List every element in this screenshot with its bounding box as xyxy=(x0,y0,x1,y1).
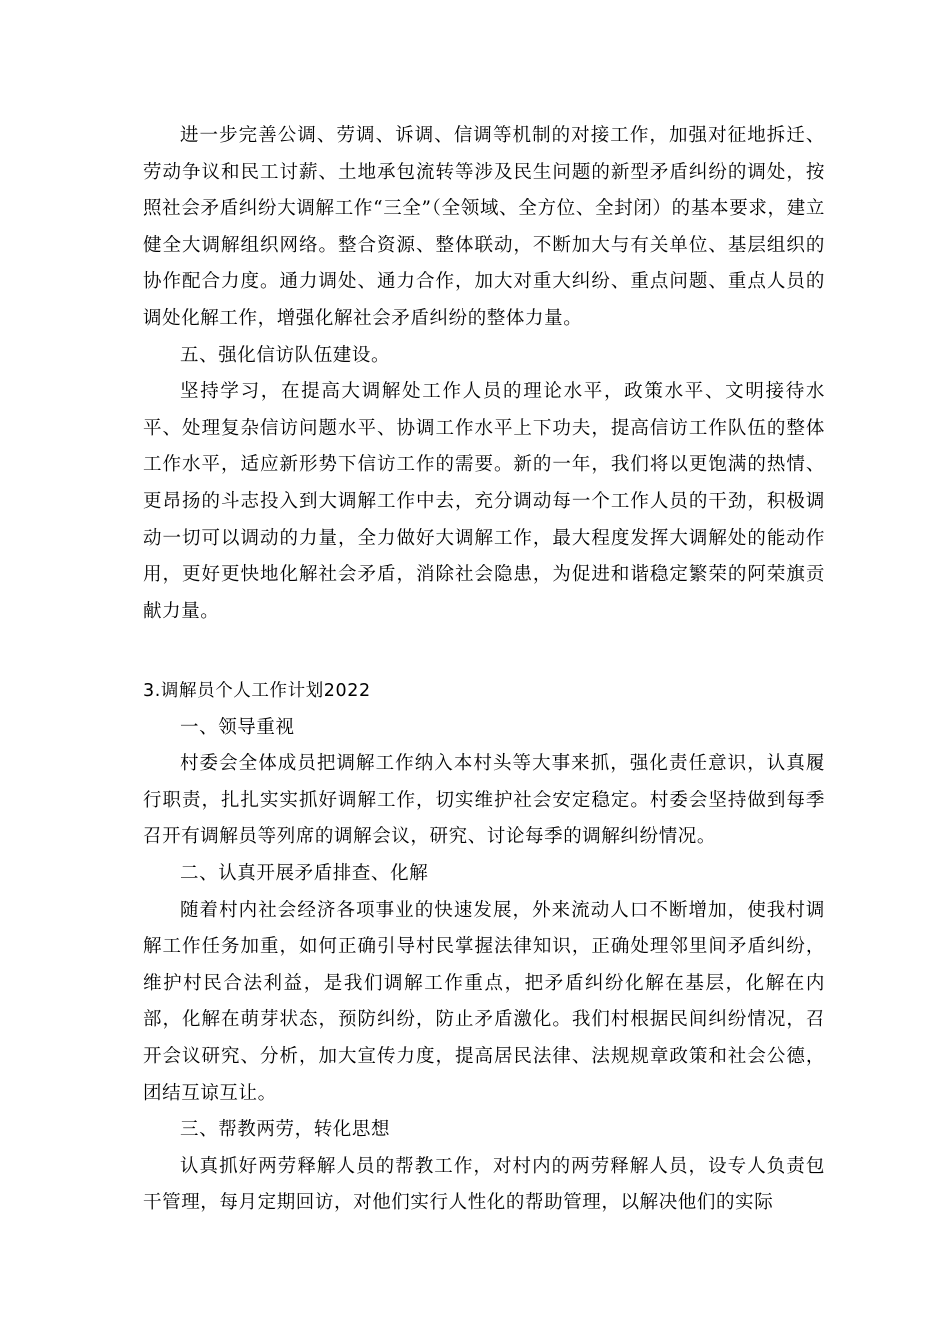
text-block-lower xyxy=(143,673,825,1222)
paragraph-mediation-mechanism: 进一步完善公调、劳调、诉调、信调等机制的对接工作，加强对征地拆迁、劳动争议和民工讨薪、土地承包流转等涉及民生问题的新型矛盾纠纷的调处，按照社会矛盾纠纷大调解工作“三全”（全领域、全方位、全封闭）的基本要求，建立健全大调解组织网络。整合资源、整体联动，不断加大与有关单位、基层组织的协作配合力度。通力调处、通力合作，加大对重大纠纷、重点问题、重点人员的调处化解工作，增强化解社会矛盾纠纷的整体力量。 xyxy=(143,125,825,329)
heading-petition-team: 五、强化信访队伍建设。 xyxy=(180,344,391,366)
paragraph-dispute-screening: 随着村内社会经济各项事业的快速发展，外来流动人口不断增加，使我村调解工作任务加重，如何正确引导村民掌握法律知识，正确处理邻里间矛盾纠纷，维护村民合法利益，是我们调解工作重点，把矛盾纠纷化解在基层，化解在内部，化解在萌芽状态，预防纠纷，防止矛盾激化。我们村根据民间纠纷情况，召开会议研究、分析，加大宣传力度，提高居民法律、法规规章政策和社会公德，团结互谅互让。 xyxy=(143,899,825,1104)
heading-leadership: 一、领导重视 xyxy=(180,716,295,738)
text-block-upper xyxy=(143,118,825,630)
heading-rehabilitation: 三、帮教两劳，转化思想 xyxy=(180,1119,391,1141)
paragraph-leadership: 村委会全体成员把调解工作纳入本村头等大事来抓，强化责任意识，认真履行职责，扎扎实实抓好调解工作，切实维护社会安定稳定。村委会坚持做到每季召开有调解员等列席的调解会议，研究、讨论每季的调解纠纷情况。 xyxy=(143,753,825,848)
section-title: 3.调解员个人工作计划2022 xyxy=(143,681,371,701)
heading-dispute-screening: 二、认真开展矛盾排查、化解 xyxy=(180,862,429,884)
paragraph-petition-team: 坚持学习，在提高大调解处工作人员的理论水平，政策水平、文明接待水平、处理复杂信访问题水平、协调工作水平上下功夫，提高信访工作队伍的整体工作水平，适应新形势下信访工作的需要。新的一年，我们将以更饱满的热情、更昂扬的斗志投入到大调解工作中去，充分调动每一个工作人员的干劲，积极调动一切可以调动的力量，全力做好大调解工作，最大程度发挥大调解处的能动作用，更好更快地化解社会矛盾，消除社会隐患，为促进和谐稳定繁荣的阿荣旗贡献力量。 xyxy=(143,381,825,622)
paragraph-rehabilitation: 认真抓好两劳释解人员的帮教工作，对村内的两劳释解人员，设专人负责包干管理，每月定期回访，对他们实行人性化的帮助管理，以解决他们的实际 xyxy=(143,1155,825,1214)
